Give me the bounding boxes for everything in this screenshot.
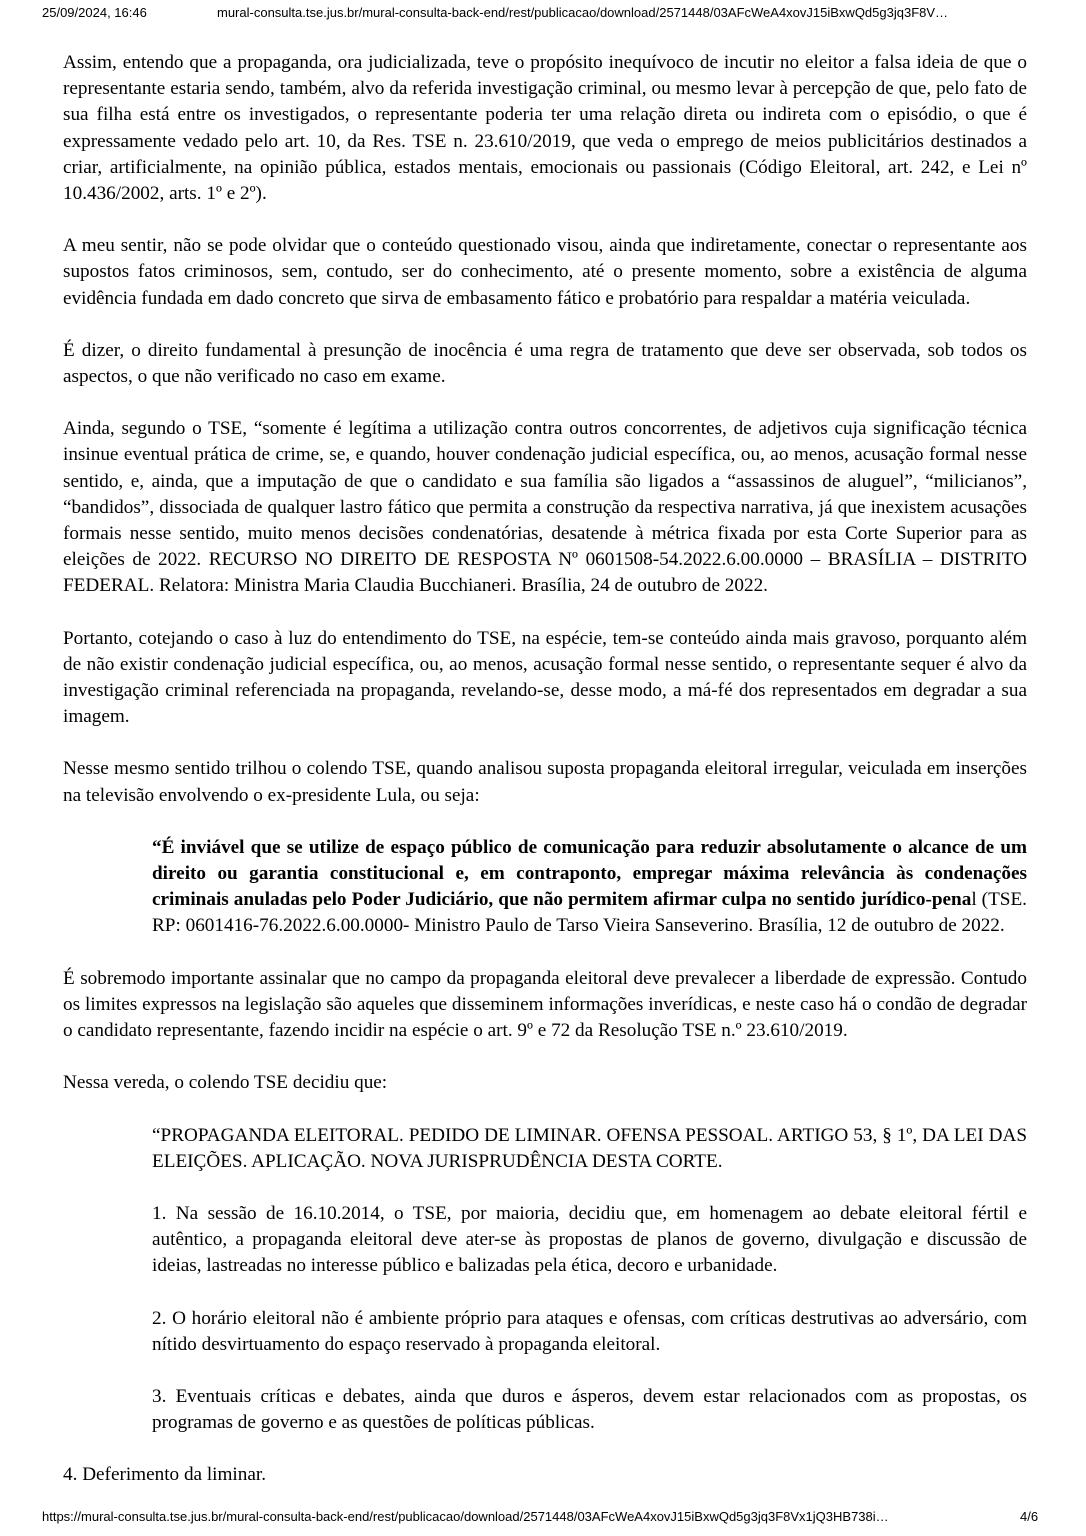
print-datetime: 25/09/2024, 16:46 bbox=[42, 5, 147, 20]
paragraph: Nesse mesmo sentido trilhou o colendo TSE, quando analisou suposta propaganda eleitoral irregular, veiculada em inserções na televisão envolvendo o ex-presidente Lula, ou seja: bbox=[63, 758, 1027, 806]
closing-line: 4. Deferimento da liminar. bbox=[63, 1464, 267, 1486]
quote-bold-text: “É inviável que se utilize de espaço público de comunicação para reduzir absolutamente o alcance de um direito ou garantia constitucional e, em contraponto, empregar máxima relevância às condenações criminais anuladas pelo Poder Judiciário, que não permitem afirmar culpa no sentido jurídico-pena bbox=[152, 836, 1027, 911]
print-header-url: mural-consulta.tse.jus.br/mural-consulta-back-end/rest/publicacao/download/2571448/03AFcWeA4xovJ15iBxwQd5g3jq3F8V… bbox=[217, 5, 949, 20]
print-footer-url: https://mural-consulta.tse.jus.br/mural-consulta-back-end/rest/publicacao/download/2571448/03AFcWeA4xovJ15iBxwQd5g3jq3F8Vx1jQ3HB738i… bbox=[42, 1509, 889, 1524]
quote-heading: “PROPAGANDA ELEITORAL. PEDIDO DE LIMINAR. OFENSA PESSOAL. ARTIGO 53, § 1º, DA LEI DAS ELEIÇÕES. APLICAÇÃO. NOVA JURISPRUDÊNCIA DESTA CORTE. bbox=[152, 1124, 1027, 1172]
page-number: 4/6 bbox=[1020, 1509, 1039, 1524]
quote-item: 1. Na sessão de 16.10.2014, o TSE, por maioria, decidiu que, em homenagem ao debate eleitoral fértil e autêntico, a propaganda eleitoral deve ater-se às propostas de planos de governo, divulgação e discussão de ideias, lastreadas no interesse público e balizadas pela ética, decoro e urbanidade. bbox=[152, 1202, 1027, 1277]
paragraph: Nessa vereda, o colendo TSE decidiu que: bbox=[63, 1072, 388, 1094]
block-quote-lula bbox=[152, 835, 1027, 940]
quote-citation: l (TSE. RP: 0601416-76.2022.6.00.0000- Ministro Paulo de Tarso Vieira Sanseverino. Brasília, 12 de outubro de 2022. bbox=[152, 889, 1027, 937]
quote-item: 2. O horário eleitoral não é ambiente próprio para ataques e ofensas, com críticas destrutivas ao adversário, com nítido desvirtuamento do espaço reservado à propaganda eleitoral. bbox=[152, 1307, 1027, 1355]
print-header bbox=[0, 0, 1086, 38]
paragraph: Portanto, cotejando o caso à luz do entendimento do TSE, na espécie, tem-se conteúdo ainda mais gravoso, porquanto além de não existir condenação judicial específica, ou, ao menos, acusação formal nesse sentido, o representante sequer é alvo da investigação criminal referenciada na propaganda, revelando-se, desse modo, a má-fé dos representados em degradar a sua imagem. bbox=[63, 627, 1027, 728]
paragraph: Ainda, segundo o TSE, “somente é legítima a utilização contra outros concorrentes, de adjetivos cuja significação técnica insinue eventual prática de crime, se, e quando, houver condenação judicial específica, ou, ao menos, acusação formal nesse sentido, e, ainda, que a imputação de que o candidato e sua família são ligados a “assassinos de aluguel”, “milicianos”, “bandidos”, dissociada de qualquer lastro fático que permita a construção da respectiva narrativa, já que inexistem acusações formais nesse sentido, muito menos decisões condenatórias, desatende à métrica fixada por esta Corte Superior para as eleições de 2022. RECURSO NO DIREITO DE RESPOSTA Nº 0601508-54.2022.6.00.0000 – BRASÍLIA – DISTRITO FEDERAL. Relatora: Ministra Maria Claudia Bucchianeri. Brasília, 24 de outubro de 2022. bbox=[63, 418, 1027, 597]
paragraph: Assim, entendo que a propaganda, ora judicializada, teve o propósito inequívoco de incutir no eleitor a falsa ideia de que o representante estaria sendo, também, alvo da referida investigação criminal, ou mesmo levar à percepção de que, pelo fato de sua filha está entre os investigados, o representante poderia ter uma relação direta ou indireta com o episódio, o que é expressamente vedado pelo art. 10, da Res. TSE n. 23.610/2019, que veda o emprego de meios publicitários destinados a criar, artificialmente, na opinião pública, estados mentais, emocionais ou passionais (Código Eleitoral, art. 242, e Lei nº 10.436/2002, arts. 1º e 2º). bbox=[63, 52, 1027, 205]
paragraph: É sobremodo importante assinalar que no campo da propaganda eleitoral deve prevalecer a liberdade de expressão. Contudo os limites expressos na legislação são aqueles que disseminem informações inverídicas, e neste caso há o condão de degradar o candidato representante, fazendo incidir na espécie o art. 9º e 72 da Resolução TSE n.º 23.610/2019. bbox=[63, 967, 1027, 1042]
paragraph: A meu sentir, não se pode olvidar que o conteúdo questionado visou, ainda que indiretamente, conectar o representante aos supostos fatos criminosos, sem, contudo, ser do conhecimento, até o presente momento, sobre a existência de alguma evidência fundada em dado concreto que sirva de embasamento fático e probatório para respaldar a matéria veiculada. bbox=[63, 235, 1027, 309]
document-body bbox=[63, 50, 1027, 1489]
print-footer bbox=[0, 1500, 1086, 1530]
paragraph: É dizer, o direito fundamental à presunção de inocência é uma regra de tratamento que deve ser observada, sob todos os aspectos, o que não verificado no caso em exame. bbox=[63, 339, 1027, 388]
quote-item: 3. Eventuais críticas e debates, ainda que duros e ásperos, devem estar relacionados com as propostas, os programas de governo e as questões de políticas públicas. bbox=[152, 1385, 1027, 1434]
